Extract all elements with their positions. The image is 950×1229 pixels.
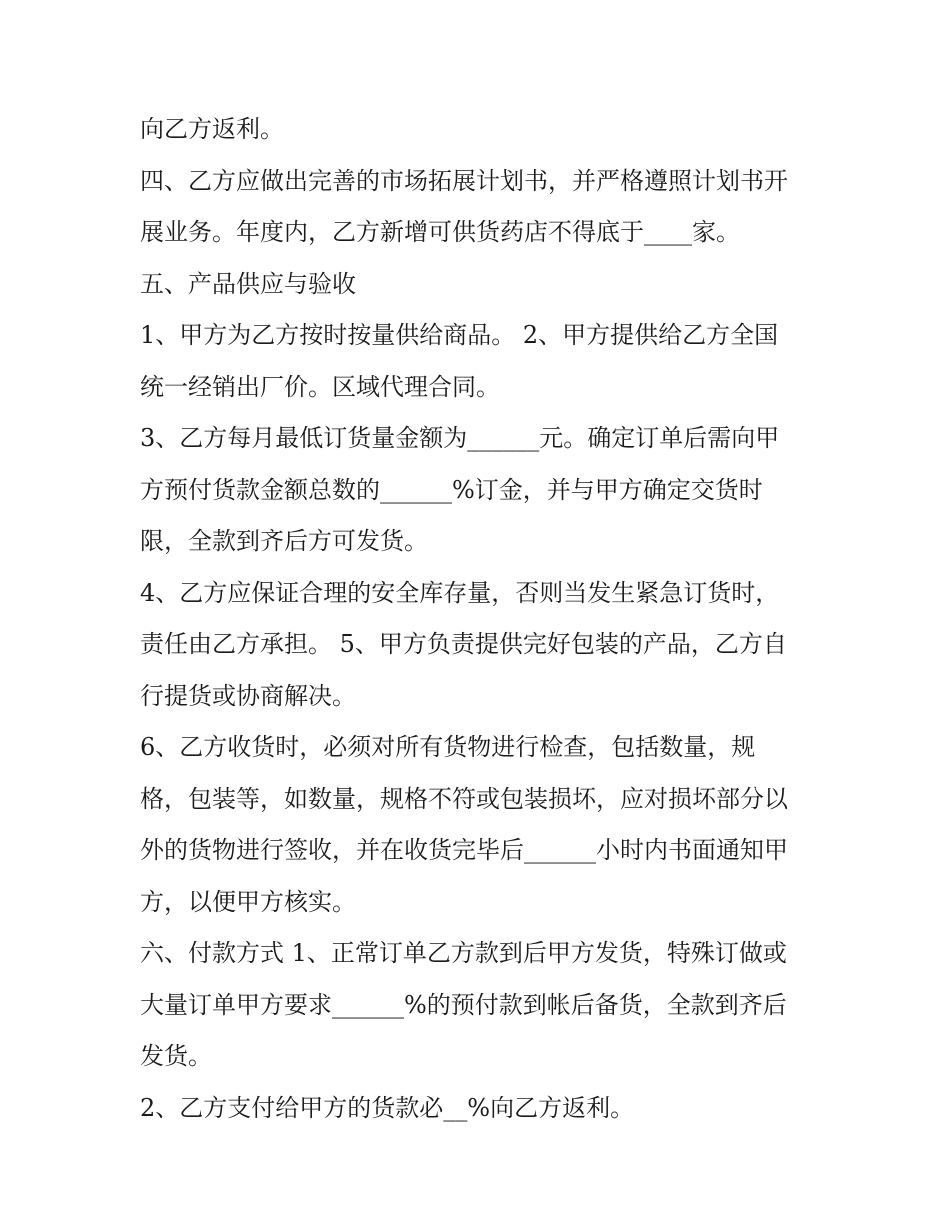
text-line: 3、乙方每月最低订货量金额为______元。确定订单后需向甲 (140, 424, 780, 452)
text-line: 展业务。年度内，乙方新增可供货药店不得底于____家。 (140, 218, 740, 246)
text-line: 2、乙方支付给甲方的货款必__%向乙方返利。 (140, 1093, 635, 1122)
text-line: 限，全款到齐后方可发货。 (140, 527, 428, 555)
text-line: 统一经销出厂价。区域代理合同。 (140, 372, 500, 401)
text-line: 向乙方返利。 (140, 115, 284, 143)
text-line: 大量订单甲方要求______%的预付款到帐后备货，全款到齐后 (140, 990, 787, 1019)
text-line: 六、付款方式 1、正常订单乙方款到后甲方发货，特殊订做或 (140, 939, 787, 967)
text-line: 方，以便甲方核实。 (140, 887, 356, 916)
text-line: 外的货物进行签收，并在收货完毕后______小时内书面通知甲 (140, 836, 788, 864)
text-line: 方预付货款金额总数的______%订金，并与甲方确定交货时 (140, 475, 763, 504)
text-line: 发货。 (140, 1042, 212, 1070)
text-line: 责任由乙方承担。 5、甲方负责提供完好包装的产品，乙方自 (140, 630, 787, 658)
document-body (140, 104, 820, 1134)
text-line: 四、乙方应做出完善的市场拓展计划书，并严格遵照计划书开 (140, 166, 788, 195)
text-line: 1、甲方为乙方按时按量供给商品。 2、甲方提供给乙方全国 (140, 321, 779, 349)
section-heading: 五、产品供应与验收 (140, 269, 356, 298)
text-line: 4、乙方应保证合理的安全库存量，否则当发生紧急订货时， (140, 578, 780, 607)
text-line: 格，包装等，如数量，规格不符或包装损坏，应对损坏部分以 (140, 784, 788, 813)
text-line: 6、乙方收货时，必须对所有货物进行检查，包括数量，规 (140, 733, 756, 761)
text-line: 行提货或协商解决。 (140, 681, 356, 710)
